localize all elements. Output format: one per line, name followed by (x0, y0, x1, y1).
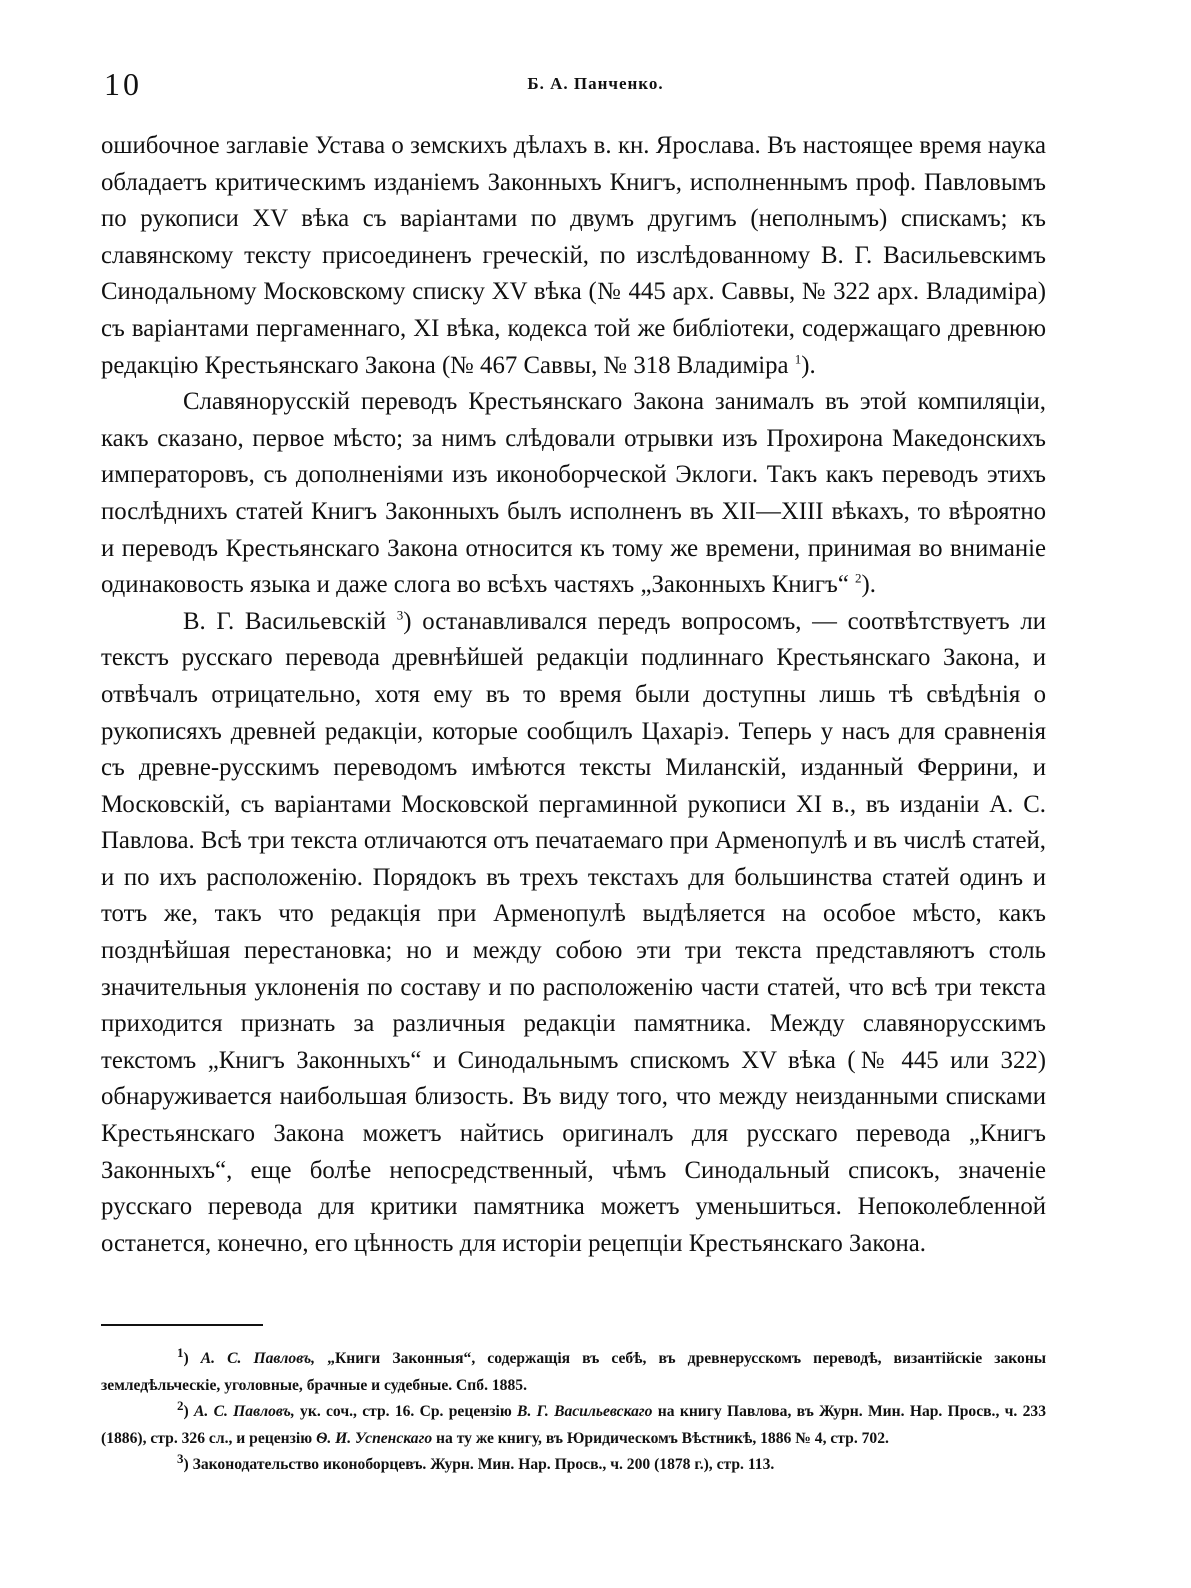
paren-close-3: ) (403, 607, 412, 635)
footnote-3-mark: 3 (177, 1451, 184, 1467)
footnote-2-author-c: Ѳ. И. Успенскаго (316, 1429, 433, 1447)
footnote-ref-1: 1 (794, 351, 802, 367)
paren-close-2: ). (861, 571, 877, 599)
footnote-divider (101, 1324, 263, 1326)
footnote-2 (101, 1399, 1046, 1452)
footnotes (101, 1346, 1046, 1479)
paragraph-3 (101, 604, 1046, 1263)
footnote-2-mark: 2 (177, 1398, 184, 1413)
footnote-2-author: А. С. Павловъ, (194, 1403, 295, 1421)
paragraph-1 (101, 128, 1046, 384)
footnote-2-text-c: на ту же книгу, въ Юридическомъ Вѣстникѣ, 1886 № 4, стр. 702. (436, 1429, 889, 1447)
footnote-2-paren: ) (183, 1403, 189, 1421)
paragraph-2-text: Славянорусскій переводъ Крестьянскаго Закона занималъ въ этой компиляціи, какъ сказано, первое мѣсто; за нимъ слѣдовали отрывки изъ Прохирона Македонскихъ императоровъ, съ дополненіями изъ иконоборческой Эклоги. Такъ какъ переводъ этихъ послѣднихъ статей Книгъ Законныхъ былъ исполненъ въ XII—XIII вѣкахъ, то вѣроятно и переводъ Крестьянскаго Закона относится къ тому же времени, принимая во вниманіе одинаковость языка и даже слога во всѣхъ частяхъ „Законныхъ Книгъ“ (101, 388, 1046, 599)
footnote-1 (101, 1346, 1046, 1399)
footnote-2-author-b: В. Г. Васильевскаго (517, 1403, 653, 1421)
footnote-1-text: „Книги Законныя“, содержащія въ себѣ, въ древнерусскомъ переводѣ, византійскіе законы земледѣльческіе, уголовные, брачные и судебные. Спб. 1885. (101, 1350, 1046, 1394)
footnote-1-mark: 1 (177, 1344, 184, 1360)
footnote-1-author: А. С. Павловъ, (200, 1350, 316, 1367)
footnote-2-text-b: на книгу Павлова, въ Журн. Мин. Нар. Просв., ч. 233 (1886), стр. 326 сл., и рецензію (101, 1403, 1047, 1447)
paragraph-3-text: останавливался передъ вопросомъ, — соотвѣтствуетъ ли текстъ русскаго перевода древнѣйшей редакціи подлиннаго Крестьянскаго Закона, и отвѣчалъ отрицательно, хотя ему въ то время были доступны лишь тѣ свѣдѣнія о рукописяхъ древней редакціи, которые сообщилъ Цахаріэ. Теперь у насъ для сравненія съ древне-русскимъ переводомъ имѣются тексты Миланскій, изданный Феррини, и Московскій, съ варіантами Московской пергаминной рукописи XI в., въ изданіи А. С. Павлова. Всѣ три текста отличаются отъ печатаемаго при Арменопулѣ и въ числѣ статей, и по ихъ расположенію. Порядокъ въ трехъ текстахъ для большинства статей одинъ и тотъ же, такъ что редакція при Арменопулѣ выдѣляется на особое мѣсто, какъ позднѣйшая перестановка; но и между собою эти три текста представляютъ столь значительныя уклоненія по составу и по расположенію части статей, что всѣ три текста приходится признать за различныя редакціи памятника. Между славянорусскимъ текстомъ „Книгъ Законныхъ“ и Синодальнымъ спискомъ XV вѣка (№ 445 или 322) обнаруживается наибольшая близость. Въ виду того, что между неизданными списками Крестьянскаго Закона можетъ найтись оригиналъ для русскаго перевода „Книгъ Законныхъ“, еще болѣе непосредственный, чѣмъ Синодальный списокъ, значеніе русскаго перевода для критики памятника можетъ уменьшиться. Непоколебленной останется, конечно, его цѣнность для исторіи рецепціи Крестьянскаго Закона. (101, 607, 1046, 1257)
running-title: Б. А. Панченко. (527, 74, 664, 93)
main-text (101, 128, 1046, 1262)
page-number: 10 (104, 66, 142, 102)
footnote-3 (101, 1452, 1046, 1479)
footnote-ref-2: 2 (855, 570, 862, 586)
footnote-3-text: Законодательство иконоборцевъ. Журн. Мин. Нар. Просв., ч. 200 (1878 г.), стр. 113. (192, 1456, 775, 1474)
paragraph-3-lead: В. Г. Васильевскій (183, 607, 387, 635)
footnote-ref-3: 3 (396, 607, 404, 623)
footnote-1-paren: ) (183, 1350, 189, 1367)
paragraph-1-text: ошибочное заглавіе Устава о земскихъ дѣлахъ в. кн. Ярослава. Въ настоящее время наука обладаетъ критическимъ изданіемъ Законныхъ Книгъ, исполненнымъ проф. Павловымъ по рукописи XV вѣка съ варіантами по двумъ другимъ (неполнымъ) спискамъ; къ славянскому тексту присоединенъ греческій, по изслѣдованному В. Г. Васильевскимъ Синодальному Московскому списку XV вѣка (№ 445 арх. Саввы, № 322 арх. Владиміра) съ варіантами пергаменнаго, XI вѣка, кодекса той же библіотеки, содержащаго древнюю редакцію Крестьянскаго Закона (№ 467 Саввы, № 318 Владиміра (101, 132, 1046, 379)
footnote-2-text-a: ук. соч., стр. 16. Ср. рецензію (300, 1403, 512, 1421)
paragraph-2 (101, 384, 1046, 604)
paren-close: ). (801, 351, 816, 379)
footnote-3-paren: ) (183, 1456, 189, 1474)
